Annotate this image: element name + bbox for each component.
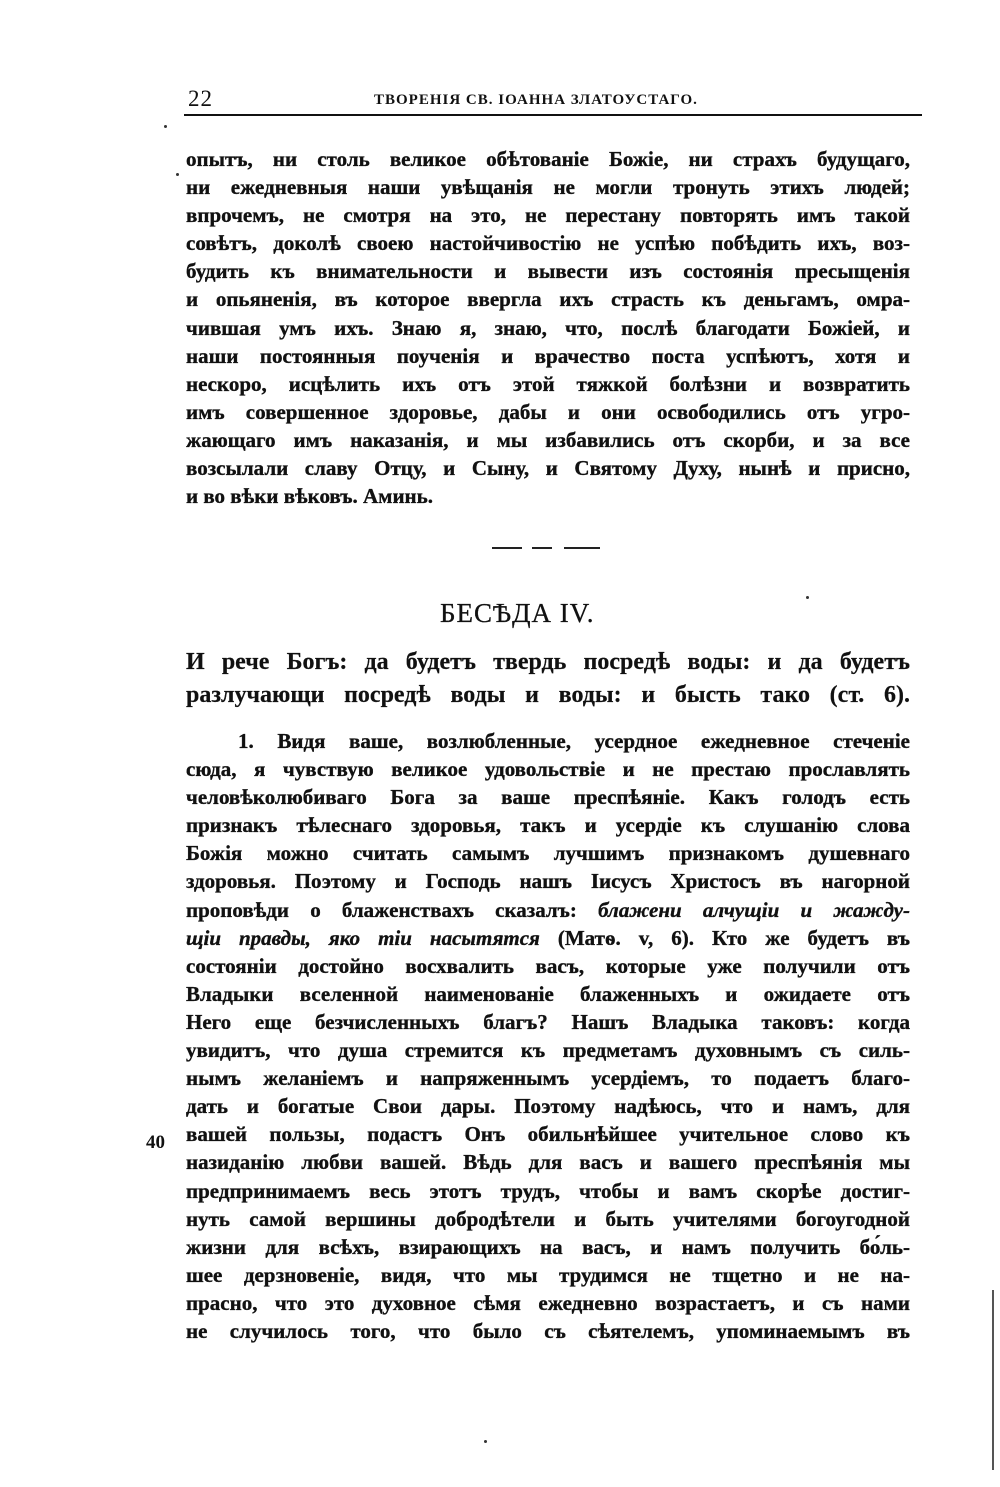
text-line: предпринимаемъ весь этотъ трудъ, чтобы и вамъ скорѣе достиг- xyxy=(186,1178,910,1203)
text-line: имъ совершенное здоровье, дабы и они освободились отъ угро- xyxy=(186,399,910,424)
text-line: чившая умъ ихъ. Знаю я, знаю, что, послѣ благодати Божіей, и xyxy=(186,315,910,340)
text-line: шее дерзновеніе, видя, что мы трудимся не тщетно и не на- xyxy=(186,1262,910,1287)
text-line: жающаго имъ наказанія, и мы избавились отъ скорби, и за все xyxy=(186,427,910,452)
text-line: жизни для всѣхъ, взирающихъ на васъ, и намъ получить бо́ль- xyxy=(186,1234,910,1259)
text-line xyxy=(186,924,910,952)
text-line: и во вѣки вѣковъ. Аминь. xyxy=(186,484,434,509)
sermon-title: БЕСѢДА IV. xyxy=(440,598,595,628)
scripture-epigraph xyxy=(186,646,910,712)
text-line: нуть самой вершины добродѣтели и быть учителями богоугодной xyxy=(186,1206,910,1231)
text-line xyxy=(186,896,910,924)
text-line: здоровья. Поэтому и Господь нашъ Іисусъ Христосъ въ нагорной xyxy=(186,869,910,894)
text-line: впрочемъ, не смотря на это, не перестану повторять имъ такой xyxy=(186,203,910,228)
margin-line-number: 40 xyxy=(146,1132,165,1153)
text-line: ни ежедневныя наши увѣщанія не могли тронуть этихъ людей; xyxy=(186,175,910,200)
text-line: опытъ, ни столь великое обѣтованіе Божіе, ни страхъ будущаго, xyxy=(186,147,910,171)
scripture-quote: блажени алчущіи и жажду- xyxy=(598,897,910,922)
text-line: и опьяненія, въ которое ввергла ихъ страсть къ деньгамъ, омра- xyxy=(186,287,910,312)
print-speck xyxy=(176,173,179,176)
text-line: наши постоянныя поученія и врачество поста успѣютъ, хотя и xyxy=(186,343,910,368)
text-line: будить къ внимательности и вывести изъ состоянія пресыщенія xyxy=(186,259,910,284)
text-line: возсылали славу Отцу, и Сыну, и Святому Духу, нынѣ и присно, xyxy=(186,456,910,481)
text-line: Владыки вселенной наименованіе блаженныхъ и ожидаете отъ xyxy=(186,981,910,1006)
text-segment: проповѣди о блаженствахъ сказалъ: xyxy=(186,897,599,922)
text-line: вашей пользы, подастъ Онъ обильнѣйшее учительное слово къ xyxy=(186,1122,910,1147)
text-line: нымъ желаніемъ и напряженнымъ усердіемъ, то подаетъ благо- xyxy=(186,1066,910,1091)
epigraph-line: разлучающи посредѣ воды и воды: и бысть тако (ст. 6). xyxy=(186,682,910,708)
print-speck xyxy=(484,1440,487,1443)
text-line: сюда, я чувствую великое удовольствіе и не престаю прославлять xyxy=(186,757,910,782)
page-header xyxy=(184,86,922,116)
text-line: не случилось того, что было съ сѣятелемъ, упоминаемымъ въ xyxy=(186,1318,910,1343)
text-line: дать и богатые Свои дары. Поэтому надѣюсь, что и намъ, для xyxy=(186,1094,910,1119)
scripture-quote: щіи правды, яко тіи насытятся xyxy=(186,925,540,950)
text-line: нескоро, исцѣлить ихъ отъ этой тяжкой болѣзни и возвратить xyxy=(186,371,910,396)
sermon-body xyxy=(186,727,910,1345)
print-speck xyxy=(806,596,809,599)
print-speck xyxy=(164,125,167,128)
text-line: назиданію любви вашей. Вѣдь для васъ и вашего преспѣянія мы xyxy=(186,1150,910,1175)
running-title: ТВОРЕНІЯ СВ. ІОАННА ЗЛАТОУСТАГО. xyxy=(374,92,698,108)
text-line: совѣтъ, доколѣ своею настойчивостію не успѣю побѣдить ихъ, воз- xyxy=(186,231,910,256)
text-segment: (Матѳ. v, 6). Кто же будетъ въ xyxy=(539,925,910,950)
text-line: человѣколюбиваго Бога за ваше преспѣяніе. Какъ голодъ есть xyxy=(186,785,910,810)
text-line: признакъ тѣлеснаго здоровья, такъ и усердіе къ слушанію слова xyxy=(186,813,910,838)
scan-edge-mark xyxy=(992,1290,994,1470)
epigraph-line: И рече Богъ: да будетъ твердь посредѣ воды: и да будетъ xyxy=(186,649,910,675)
text-line: прасно, что это духовное сѣмя ежедневно возрастаетъ, и съ нами xyxy=(186,1290,910,1315)
section-divider-ornament xyxy=(492,545,604,551)
text-line: увидитъ, что душа стремится къ предметамъ духовнымъ съ силь- xyxy=(186,1038,910,1063)
text-line: состояніи достойно восхвалить васъ, которые уже получили отъ xyxy=(186,953,910,978)
previous-sermon-ending xyxy=(186,145,910,510)
text-line: Божія можно считать самымъ лучшимъ признакомъ душевнаго xyxy=(186,841,910,866)
text-line: Него еще безчисленныхъ благъ? Нашъ Владыка таковъ: когда xyxy=(186,1009,910,1034)
text-line: 1. Видя ваше, возлюбленные, усердное ежедневное стеченіе xyxy=(238,729,910,753)
page-number: 22 xyxy=(188,86,213,111)
